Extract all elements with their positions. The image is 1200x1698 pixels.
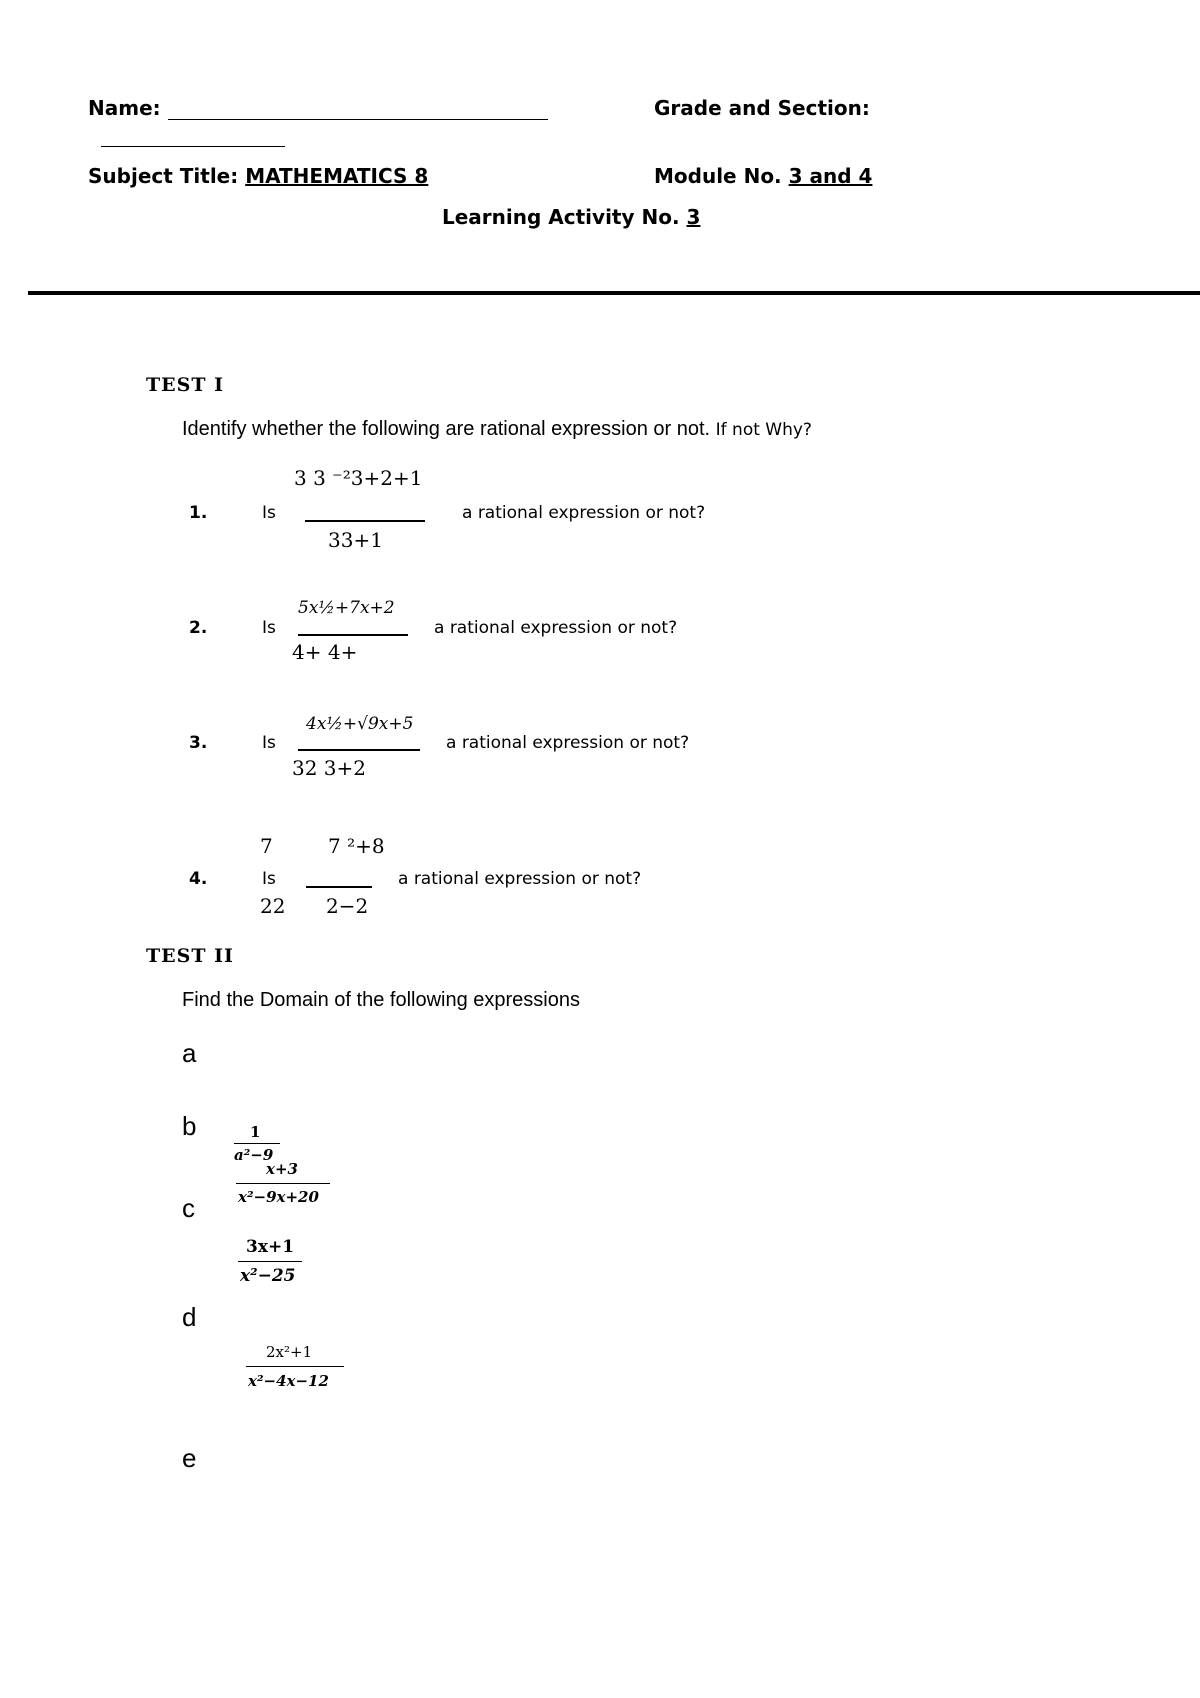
item1-denominator: 33+1	[328, 528, 383, 552]
test1-title: TEST I	[146, 374, 224, 396]
item4-suffix: a rational expression or not?	[398, 869, 642, 889]
letter-b: b	[182, 1111, 197, 1141]
expr-b-bar	[234, 1143, 280, 1144]
test1-instruction-tail: If not Why?	[715, 420, 812, 440]
letter-a: a	[182, 1038, 197, 1068]
item2-fraction-bar	[298, 634, 408, 636]
test2-instruction: Find the Domain of the following expressions	[182, 989, 580, 1011]
name-blank[interactable]	[168, 101, 548, 120]
grade-blank[interactable]	[101, 128, 285, 147]
item4-number: 4.	[189, 869, 208, 889]
test2-title: TEST II	[146, 945, 234, 967]
module-row	[654, 164, 872, 188]
item3-is: Is	[262, 733, 276, 753]
expr-b-denominator: a²−9	[234, 1146, 274, 1164]
header-divider	[28, 291, 1200, 295]
item1-suffix: a rational expression or not?	[462, 503, 706, 523]
item3-suffix: a rational expression or not?	[446, 733, 690, 753]
letter-e: e	[182, 1443, 197, 1473]
item4-fraction-bar	[306, 886, 372, 888]
item2-number: 2.	[189, 618, 208, 638]
item3-denominator: 32 3+2	[292, 756, 367, 780]
subject-row	[88, 164, 428, 188]
expr-c2-numerator: 3x+1	[246, 1237, 295, 1257]
expr-d-denominator: x²−4x−12	[248, 1372, 329, 1390]
expr-c1-denominator: x²−9x+20	[238, 1188, 319, 1206]
test1-instruction-main: Identify whether the following are rational expression or not.	[182, 418, 711, 440]
name-row	[88, 96, 548, 120]
activity-label: Learning Activity No.	[442, 205, 680, 229]
item3-fraction-bar	[298, 749, 420, 751]
expr-c1-bar	[236, 1183, 330, 1184]
subject-label: Subject Title:	[88, 164, 239, 188]
test1-instruction	[182, 418, 812, 441]
item4-denominator: 2−2	[326, 894, 369, 918]
expr-d-numerator: 2x²+1	[266, 1343, 313, 1361]
item4-numerator: 7 ²+8	[328, 834, 385, 858]
grade-label: Grade and Section:	[654, 96, 870, 120]
activity-row	[442, 205, 700, 229]
name-label: Name:	[88, 96, 161, 120]
item1-number: 1.	[189, 503, 208, 523]
expr-c2-bar	[238, 1261, 302, 1262]
item4-is: Is	[262, 869, 276, 889]
item1-is: Is	[262, 503, 276, 523]
letter-c: c	[182, 1193, 195, 1223]
item2-suffix: a rational expression or not?	[434, 618, 678, 638]
expr-c2-denominator: x²−25	[240, 1266, 296, 1286]
item3-number: 3.	[189, 733, 208, 753]
item2-is: Is	[262, 618, 276, 638]
item4-left-bottom: 22	[260, 894, 286, 918]
item3-numerator: 4x½+√9x+5	[306, 714, 414, 734]
activity-value: 3	[686, 205, 701, 229]
module-value: 3 and 4	[788, 164, 873, 188]
item1-numerator: 3 3 ⁻²3+2+1	[294, 466, 423, 490]
expr-d-bar	[246, 1366, 344, 1367]
expr-b-numerator: 1	[250, 1123, 261, 1141]
item4-left-top: 7	[260, 834, 273, 858]
letter-d: d	[182, 1302, 197, 1332]
expr-c1-numerator: x+3	[266, 1160, 298, 1178]
item1-fraction-bar	[305, 520, 425, 522]
item2-denominator: 4+ 4+	[292, 640, 358, 664]
module-label: Module No.	[654, 164, 782, 188]
subject-value: MATHEMATICS 8	[245, 164, 429, 188]
item2-numerator: 5x½+7x+2	[298, 598, 395, 618]
